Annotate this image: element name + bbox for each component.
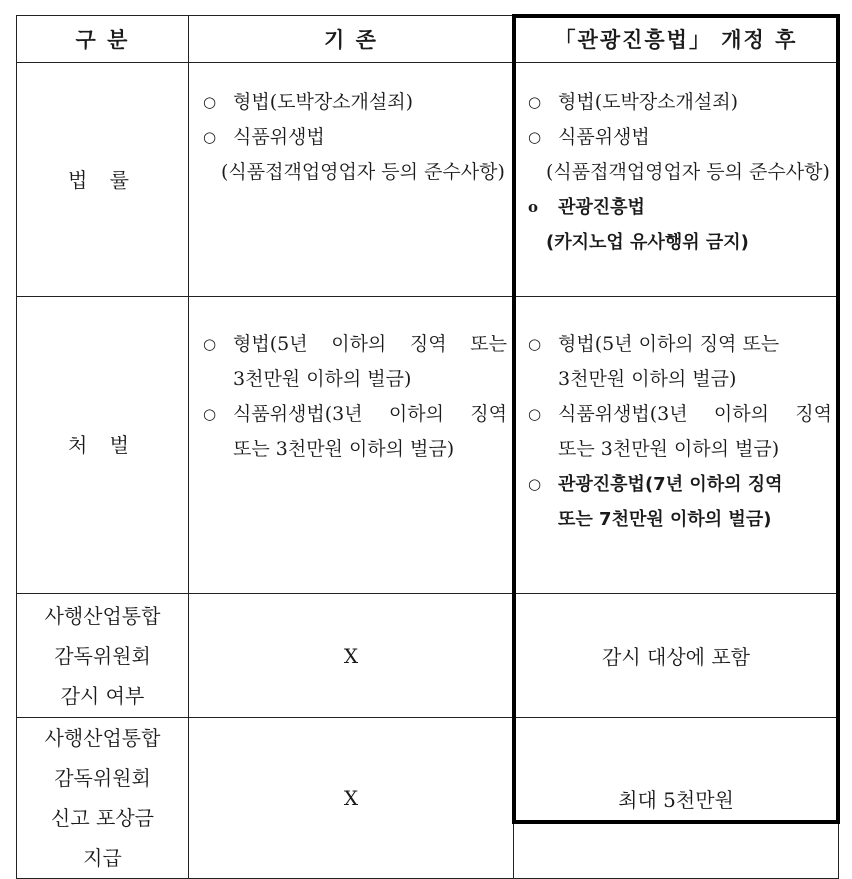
row-label-monitoring: 사행산업통합 감독위원회 감시 여부	[17, 594, 189, 718]
list-item: ○ 형법(도박장소개설죄)	[201, 85, 513, 120]
comparison-table-container	[16, 15, 838, 870]
circle-bullet-icon: ○	[528, 93, 542, 111]
list-item: ○ 형법(5년 이하의 징역 또는 3천만원 이하의 벌금)	[526, 327, 838, 397]
list-item: ○ 식품위생법	[526, 120, 838, 155]
header-category: 구 분	[17, 16, 189, 63]
row-label-penalty: 처 벌	[17, 297, 189, 594]
list-item-sub: (식품접객업영업자 등의 준수사항)	[221, 161, 505, 183]
law-before-cell	[189, 63, 514, 297]
list-item-sub: (식품접객업영업자 등의 준수사항)	[546, 161, 830, 183]
list-item: ○ 식품위생법(3년 이하의 징역 또는 3천만원 이하의 벌금)	[201, 397, 513, 467]
header-before: 기 존	[189, 16, 514, 63]
monitoring-after-cell: 감시 대상에 포함	[514, 594, 839, 718]
monitoring-before-cell: X	[189, 594, 514, 718]
list-item-highlighted: o 관광진흥법	[526, 190, 838, 225]
circle-bullet-icon: ○	[203, 128, 217, 146]
reward-before-cell: X	[189, 718, 514, 879]
table-row-law	[17, 63, 839, 297]
table-row-monitoring	[17, 594, 839, 718]
penalty-after-cell	[514, 297, 839, 594]
circle-bullet-icon: ○	[528, 128, 542, 146]
penalty-before-cell	[189, 297, 514, 594]
list-item: ○ 식품위생법	[201, 120, 513, 155]
circle-bullet-icon: ○	[203, 335, 217, 353]
row-label-reward: 사행산업통합 감독위원회 신고 포상금 지급	[17, 718, 189, 879]
circle-bullet-icon: ○	[528, 335, 542, 353]
table-row-reward	[17, 718, 839, 879]
row-label-law: 법 률	[17, 63, 189, 297]
list-item-sub-highlighted: (카지노업 유사행위 금지)	[546, 232, 749, 253]
list-item: ○ 식품위생법(3년 이하의 징역 또는 3천만원 이하의 벌금)	[526, 397, 838, 467]
reward-after-cell: 최대 5천만원	[514, 718, 839, 879]
circle-bullet-icon: ○	[528, 475, 542, 493]
header-after: 「관광진흥법」 개정 후	[514, 16, 839, 63]
circle-bullet-icon: ○	[528, 405, 542, 423]
list-item: ○ 형법(5년 이하의 징역 또는 3천만원 이하의 벌금)	[201, 327, 513, 397]
circle-bullet-icon: ○	[203, 405, 217, 423]
table-row-penalty	[17, 297, 839, 594]
list-item-highlighted: ○ 관광진흥법(7년 이하의 징역 또는 7천만원 이하의 벌금)	[526, 467, 838, 537]
law-after-cell	[514, 63, 839, 297]
circle-bullet-icon: ○	[203, 93, 217, 111]
bold-circle-bullet-icon: o	[528, 198, 539, 216]
list-item: ○ 형법(도박장소개설죄)	[526, 85, 838, 120]
header-row	[17, 16, 839, 63]
law-comparison-table	[16, 15, 839, 879]
